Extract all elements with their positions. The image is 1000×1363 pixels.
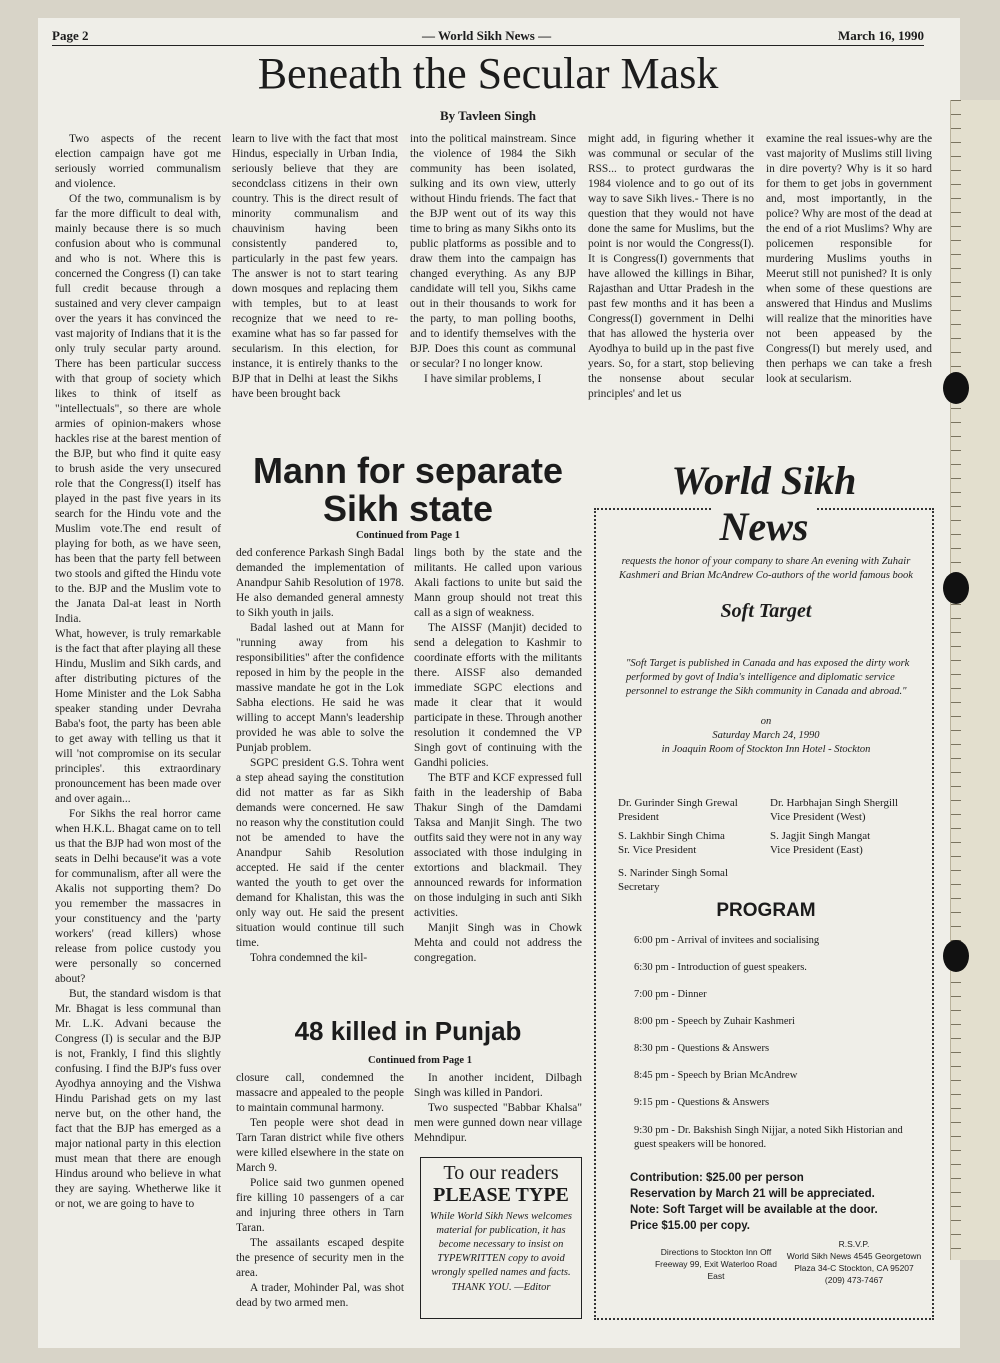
ruler-strip (950, 100, 1000, 1260)
article-title: Beneath the Secular Mask (257, 49, 719, 98)
program-title: PROGRAM (716, 900, 816, 921)
rsvp-block (784, 1238, 924, 1286)
officer-role: Secretary (618, 881, 660, 893)
paragraph: For Sikhs the real horror came when H.K.L. Bhagat came on to tell us that the BJP had won most of the seats in Delhi because'it was a vote for communalism, after all were the Akalis not supporting them? Do you remember the massacres in your constituency and the 'party workers' (read killers) whose release from police custody you were personally so concerned about? (55, 808, 221, 985)
paragraph: lings both by the state and the militants. He called upon various Akali factions to unite but said the Mann group should not treat this call as a sign of weakness. (414, 547, 582, 619)
notice-body: While World Sikh News welcomes material for publication, it has become necessary to insist on TYPEWRITTEN copy to avoid wrongly spelled names and facts. (430, 1211, 572, 1278)
rsvp-address: World Sikh News 4545 Georgetown Plaza 34-C Stockton, CA 95207 (209) 473-7467 (786, 1251, 922, 1285)
paragraph: closure call, condemned the massacre and appealed to the people to maintain communal harmony. (236, 1072, 404, 1114)
event-date: Saturday March 24, 1990 (712, 730, 820, 741)
paragraph: Two suspected "Babbar Khalsa" men were gunned down near village Mehndipur. (414, 1102, 582, 1144)
paper-name: — World Sikh News — (422, 28, 552, 43)
logo-line: News (712, 504, 817, 549)
paragraph: In another incident, Dilbagh Singh was killed in Pandori. (414, 1072, 582, 1099)
readers-notice-box (420, 1157, 582, 1319)
page-number: Page 2 (52, 28, 89, 43)
article-column-3 (410, 132, 576, 387)
binder-hole-icon (943, 372, 969, 404)
paragraph: Police said two gunmen opened fire killing 10 passengers of a car and injuring three others in Tarn Taran. (236, 1177, 404, 1234)
officer (770, 829, 930, 857)
contribution-line: Reservation by March 21 will be appreciated. (630, 1188, 875, 1200)
paragraph: SGPC president G.S. Tohra went a step ahead saying the constitution did not matter as far as Sikh demands were concerned. He saw no reason why the constitution could not be amended to have the Anandpur Sahib Resolution accepted. He said if the center wanted the youth to get over the demand for Khalistan, this was the only way out. He said the present situation would continue till such time. (236, 757, 404, 949)
paragraph: Badal lashed out at Mann for "running away from his responsibilities" after the confidence reposed in him by the people in the massive mandate he got in the Lok Sabha elections. He said he was willing to accept Mann's leadership provided he was able to solve the Punjab problem. (236, 622, 404, 754)
book-title: Soft Target (720, 600, 812, 622)
notice-heading: PLEASE TYPE (433, 1184, 569, 1206)
article-title: Mann for separate Sikh state (252, 450, 564, 529)
paragraph: ded conference Parkash Singh Badal demanded the implementation of Anandpur Sahib Resolution of 1978. He also demanded general amnesty to Sikh youth in jails. (236, 547, 404, 619)
rsvp-title: R.S.V.P. (838, 1239, 870, 1249)
paragraph: A trader, Mohinder Pal, was shot dead by two armed men. (236, 1282, 404, 1309)
article-column (414, 1071, 582, 1146)
contribution-info (630, 1170, 930, 1234)
article-byline: By Tavleen Singh (439, 108, 537, 123)
officer-role: Vice President (East) (770, 844, 863, 856)
officer-role: Vice President (West) (770, 811, 866, 823)
event-venue: in Joaquin Room of Stockton Inn Hotel - Stockton (661, 744, 871, 755)
article-title: 48 killed in Punjab (294, 1016, 522, 1046)
article-column-4 (588, 132, 754, 402)
officer-name: Dr. Harbhajan Singh Shergill (770, 797, 899, 809)
paragraph: Manjit Singh was in Chowk Mehta and could not address the congregation. (414, 922, 582, 964)
paragraph: Of the two, communalism is by far the more difficult to deal with, mainly because there is so much confusion about who is communal and who is not. Where this is concerned the Congress (I) can take full credit because through a sustained and very clever campaign over the years it has convinced the vast majority of Indians that it is the only truly secular party around. There has been particular success with that group of society which likes to think of itself as "intellectuals", so there are whole armies of opinion-makers whose hackles rise at the barest mention of the BJP, but who find it quite easy to brush aside the very unsecured role that the Congress(I) itself has played in the past five years in its search for the Hindu vote and the Muslim vote.The end result of playing for both, as we have seen, has been that the party fell between two stools and gifted the Hindu vote to the. BJP and the Muslim vote to the Janata Dal-at least in North India. (55, 193, 221, 625)
program-item: 8:00 pm - Speech by Zuhair Kashmeri (634, 1016, 795, 1027)
officer (618, 796, 778, 824)
paragraph: The BTF and KCF expressed full faith in the leadership of Baba Thakur Singh of the Damdami Taksa and Manjit Singh. The two outfits said they were not in any way associated with those indulging in extortions and blackmail. They announced rewards for information on those indulging in such anti Sikh activities. (414, 772, 582, 919)
program-item: 8:30 pm - Questions & Answers (634, 1043, 770, 1054)
world-sikh-news-logo (594, 458, 934, 550)
page-header (52, 26, 924, 46)
paragraph: Ten people were shot dead in Tarn Taran district while five others were killed elsewhere in the state on March 9. (236, 1117, 404, 1174)
directions: Directions to Stockton Inn Off Freeway 99, Exit Waterloo Road East (654, 1247, 778, 1281)
notice-signature: THANK YOU. —Editor (451, 1282, 551, 1293)
paragraph: Tohra condemned the kil- (250, 952, 368, 964)
contribution-line: Note: Soft Target will be available at the door. (630, 1204, 878, 1216)
officer-name: S. Lakhbir Singh Chima (618, 830, 725, 842)
officer-name: S. Narinder Singh Somal (618, 867, 728, 879)
officer (618, 829, 778, 857)
program-item: 8:45 pm - Speech by Brian McAndrew (634, 1070, 798, 1081)
article-column (236, 1071, 404, 1311)
officer-role: President (618, 811, 659, 823)
event-details (616, 715, 916, 757)
paragraph: But, the standard wisdom is that Mr. Bhagat is less communal than Mr. L.K. Advani because the Congress (I) is secular and the BJP is not, Frankly, I find this slightly confusing. I find the BJP's fuss over Ayodhya annoying and the Vishwa Hindu Parishad gets on my last nerve but, on the other hand, the fact that the BJP has emerged as a major national party in this election must mean that there are enough Hindus around who believe in what they are saying. Whetherwe like it or not, we are going to have to (55, 988, 221, 1210)
program-item: 9:30 pm - Dr. Bakshish Singh Nijjar, a noted Sikh Historian and guest speakers will be honored. (634, 1125, 903, 1150)
contribution-line: Price $15.00 per copy. (630, 1220, 750, 1232)
binder-hole-icon (943, 572, 969, 604)
book-quote: "Soft Target is published in Canada and has exposed the dirty work performed by govt of India's intelligence and diplomatic service personnel to estrange the Sikh community in Canada and abroad." (626, 658, 910, 697)
paragraph: examine the real issues-why are the vast majority of Muslims still living in dire poverty? Why is it so hard for them to get jobs in government and, most importantly, in the police? Why are most of the dead at the end of a riot Muslims? Why are policemen responsible for murdering Muslims youths in Meerut still not punished? It is only when some of these questions are answered that Hindus and Muslims will realize that the minorities have not been appeased by the Congress(I) but merely used, and then perhaps we can take a fresh look at secularism. (766, 133, 932, 385)
paragraph: The AISSF (Manjit) decided to send a delegation to Kashmir to coordinate efforts with the militants there. AISSF also demanded immediate SGPC elections and made it clear that it would participate in these. Through another resolution it condemned the VP Singh govt of continuing with the Gandhi policies. (414, 622, 582, 769)
article-column-1 (55, 132, 221, 1212)
paragraph: What, however, is truly remarkable is the fact that after playing all these Hindu, Muslim and Sikh cards, and after distributing pictures of the Home Minister and the Lok Sabha speaker standing under Devraha Baba's foot, the party has been able to get away with telling us that it will 'not compromise on its secular principles'. this extraordinary pronouncement has been made over and over again... (55, 628, 221, 805)
continued-note: Continued from Page 1 (356, 530, 460, 541)
paragraph: The assailants escaped despite the presence of security men in the area. (236, 1237, 404, 1279)
program-item: 6:30 pm - Introduction of guest speakers. (634, 962, 807, 973)
contribution-line: Contribution: $25.00 per person (630, 1172, 804, 1184)
paragraph: might add, in figuring whether it was communal or secular of the RSS... to protect gurdwaras the 1984 violence and to go out of its way to save Sikh lives.- There is no question that they would not have done the same for Muslims, but the point is nor would the Congress(I). It is Congress(I) governments that have allowed the killings in Bihar, Rajasthan and Uttar Pradesh in the past few months and it has been a Congress(I) government in Delhi that has allowed the hysteria over Ayodhya to build up in the past five years. So, for a start, stop believing the nonsense about secular principles' and let us (588, 133, 754, 400)
paragraph: Two aspects of the recent election campaign have got me seriously worried communalism and violence. (55, 133, 221, 190)
officer (770, 796, 930, 824)
article-column-5 (766, 132, 932, 387)
article-column (414, 546, 582, 966)
officer-name: S. Jagjit Singh Mangat (770, 830, 871, 842)
continued-note: Continued from Page 1 (368, 1055, 472, 1066)
issue-date: March 16, 1990 (837, 28, 924, 43)
program-item: 7:00 pm - Dinner (634, 989, 707, 1000)
binder-hole-icon (943, 940, 969, 972)
article-column (236, 546, 404, 966)
officer-role: Sr. Vice President (618, 844, 697, 856)
program-item: 9:15 pm - Questions & Answers (634, 1097, 770, 1108)
program-item: 6:00 pm - Arrival of invitees and socialising (634, 935, 820, 946)
event-advertisement (594, 508, 934, 1320)
article-column-2 (232, 132, 398, 402)
officer (618, 866, 778, 894)
invitation-text: requests the honor of your company to share An evening with Zuhair Kashmeri and Brian McAndrew Co-authors of the world famous book (619, 556, 913, 581)
paragraph: learn to live with the fact that most Hindus, especially in Urban India, seriously believe that they are secondclass citizens in their own country. This is the direct result of minority communalism and chauvinism having been consistently pandered to, particularly in the past few years. The answer is not to start tearing down mosques and replacing them with temples, but to at least recognize that we need to re-examine what has so far passed for secularism. In this election, for instance, it is entirely thanks to the BJP that in Delhi at least the Sikhs have been brought back (232, 133, 398, 400)
on-label: on (760, 716, 772, 727)
officer-name: Dr. Gurinder Singh Grewal (618, 797, 738, 809)
logo-line: World Sikh (664, 458, 865, 503)
paragraph: into the political mainstream. Since the violence of 1984 the Sikh community has been isolated, sulking and its own view, utterly without Hindu friends. The fact that the BJP went out of its way this time to bring as many Sikhs onto its public platforms as possible and to draw them into the campaign has changed everything. As any BJP candidate will tell you, Sikhs came out in their thousands to work for the party, to man polling booths, and to identify themselves with the BJP. Does this count as communal or secular? I no longer know. (410, 133, 576, 370)
paragraph: I have similar problems, I (424, 373, 542, 385)
notice-heading: To our readers (443, 1162, 559, 1184)
